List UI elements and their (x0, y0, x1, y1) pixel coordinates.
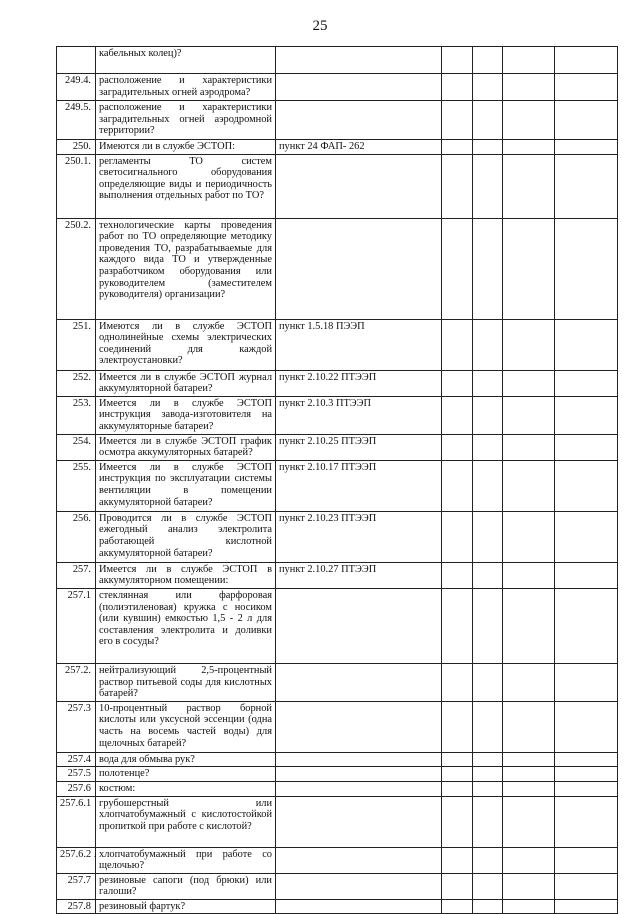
answer-cell (503, 663, 555, 701)
answer-cell (503, 562, 555, 588)
row-question: костюм: (96, 781, 276, 796)
answer-cell (473, 767, 503, 782)
answer-cell (473, 434, 503, 460)
answer-cell (473, 701, 503, 752)
row-number: 254. (57, 434, 96, 460)
row-number: 257.5 (57, 767, 96, 782)
answer-cell (555, 767, 618, 782)
answer-cell (442, 847, 473, 873)
row-reference (276, 101, 442, 140)
row-reference (276, 47, 442, 74)
answer-cell (442, 370, 473, 396)
answer-cell (442, 434, 473, 460)
row-question: Проводится ли в службе ЭСТОП ежегодный анализ электролита работающей кислотной аккумуляторной батареи? (96, 511, 276, 562)
row-question: нейтрализующий 2,5-процентный раствор питьевой соды для кислотных батарей? (96, 663, 276, 701)
answer-cell (503, 701, 555, 752)
row-reference (276, 663, 442, 701)
answer-cell (503, 847, 555, 873)
table-row (57, 511, 618, 562)
row-question: Имеется ли в службе ЭСТОП график осмотра аккумуляторных батарей? (96, 434, 276, 460)
answer-cell (442, 154, 473, 218)
answer-cell (442, 767, 473, 782)
row-number: 249.5. (57, 101, 96, 140)
answer-cell (473, 847, 503, 873)
table-row (57, 460, 618, 511)
answer-cell (503, 140, 555, 155)
answer-cell (442, 781, 473, 796)
answer-cell (555, 847, 618, 873)
answer-cell (473, 460, 503, 511)
answer-cell (555, 154, 618, 218)
answer-cell (555, 588, 618, 663)
row-question: кабельных колец)? (96, 47, 276, 74)
answer-cell (555, 319, 618, 370)
row-number: 255. (57, 460, 96, 511)
answer-cell (473, 370, 503, 396)
table-row (57, 899, 618, 914)
table-row (57, 370, 618, 396)
answer-cell (555, 752, 618, 767)
table-row (57, 752, 618, 767)
row-reference (276, 752, 442, 767)
table-row (57, 74, 618, 101)
row-reference: пункт 2.10.3 ПТЭЭП (276, 396, 442, 434)
answer-cell (473, 781, 503, 796)
answer-cell (555, 781, 618, 796)
answer-cell (555, 873, 618, 899)
checklist-body (57, 47, 618, 914)
row-reference (276, 74, 442, 101)
row-reference: пункт 2.10.22 ПТЭЭП (276, 370, 442, 396)
table-row (57, 796, 618, 847)
answer-cell (503, 873, 555, 899)
row-question: Имеется ли в службе ЭСТОП инструкция по эксплуатации системы вентиляции в помещении аккумуляторной батареи? (96, 460, 276, 511)
answer-cell (473, 752, 503, 767)
row-question: полотенце? (96, 767, 276, 782)
answer-cell (503, 319, 555, 370)
row-number: 257.4 (57, 752, 96, 767)
row-reference: пункт 2.10.17 ПТЭЭП (276, 460, 442, 511)
answer-cell (473, 511, 503, 562)
row-number: 257.3 (57, 701, 96, 752)
answer-cell (442, 562, 473, 588)
answer-cell (442, 588, 473, 663)
table-row (57, 434, 618, 460)
answer-cell (555, 511, 618, 562)
answer-cell (473, 663, 503, 701)
row-question: 10-процентный раствор борной кислоты или уксусной эссенции (одна часть на восемь частей воды) для щелочных батарей? (96, 701, 276, 752)
row-question: резиновый фартук? (96, 899, 276, 914)
answer-cell (503, 74, 555, 101)
answer-cell (503, 396, 555, 434)
row-number: 257.2. (57, 663, 96, 701)
row-number: 256. (57, 511, 96, 562)
answer-cell (473, 319, 503, 370)
row-number: 251. (57, 319, 96, 370)
answer-cell (442, 701, 473, 752)
answer-cell (442, 873, 473, 899)
row-number: 250.2. (57, 218, 96, 319)
answer-cell (442, 460, 473, 511)
answer-cell (503, 154, 555, 218)
row-question: регламенты ТО систем светосигнального оборудования определяющие виды и периодичность выполнения отдельных работ по ТО? (96, 154, 276, 218)
row-number: 249.4. (57, 74, 96, 101)
row-question: Имеются ли в службе ЭСТОП: (96, 140, 276, 155)
row-question: вода для обмыва рук? (96, 752, 276, 767)
answer-cell (503, 511, 555, 562)
answer-cell (473, 562, 503, 588)
answer-cell (442, 899, 473, 914)
row-reference (276, 796, 442, 847)
answer-cell (442, 796, 473, 847)
answer-cell (555, 140, 618, 155)
answer-cell (503, 781, 555, 796)
table-row (57, 562, 618, 588)
table-row (57, 140, 618, 155)
answer-cell (473, 101, 503, 140)
row-reference (276, 154, 442, 218)
row-reference: пункт 2.10.25 ПТЭЭП (276, 434, 442, 460)
answer-cell (555, 434, 618, 460)
answer-cell (555, 701, 618, 752)
row-question: Имеются ли в службе ЭСТОП однолинейные схемы электрических соединений для каждой электроустановки? (96, 319, 276, 370)
answer-cell (442, 319, 473, 370)
answer-cell (473, 154, 503, 218)
table-row (57, 218, 618, 319)
answer-cell (442, 218, 473, 319)
answer-cell (503, 899, 555, 914)
answer-cell (555, 899, 618, 914)
row-question: Имеется ли в службе ЭСТОП инструкция завода-изготовителя на аккумуляторные батареи? (96, 396, 276, 434)
table-row (57, 701, 618, 752)
table-row (57, 47, 618, 74)
table-row (57, 873, 618, 899)
answer-cell (442, 74, 473, 101)
row-reference (276, 218, 442, 319)
answer-cell (555, 101, 618, 140)
answer-cell (442, 663, 473, 701)
answer-cell (503, 101, 555, 140)
answer-cell (503, 460, 555, 511)
answer-cell (555, 396, 618, 434)
row-number: 250. (57, 140, 96, 155)
row-question: расположение и характеристики заградительных огней аэродрома? (96, 74, 276, 101)
row-reference: пункт 2.10.27 ПТЭЭП (276, 562, 442, 588)
answer-cell (555, 47, 618, 74)
row-question: технологические карты проведения работ по ТО определяющие методику проведения ТО, разрабатываемые для каждого вида ТО и утвержденные разработчиком оборудования или руководителем (заместителем руководителя) организации? (96, 218, 276, 319)
row-reference: пункт 2.10.23 ПТЭЭП (276, 511, 442, 562)
row-question: Имеется ли в службе ЭСТОП журнал аккумуляторной батареи? (96, 370, 276, 396)
answer-cell (473, 873, 503, 899)
table-row (57, 154, 618, 218)
answer-cell (503, 218, 555, 319)
row-reference (276, 847, 442, 873)
answer-cell (442, 752, 473, 767)
table-row (57, 588, 618, 663)
row-number: 257. (57, 562, 96, 588)
row-reference: пункт 1.5.18 ПЭЭП (276, 319, 442, 370)
row-number: 257.6.2 . (57, 847, 96, 873)
answer-cell (473, 396, 503, 434)
answer-cell (555, 796, 618, 847)
answer-cell (503, 796, 555, 847)
answer-cell (473, 588, 503, 663)
answer-cell (503, 767, 555, 782)
page-number: 25 (312, 18, 328, 34)
row-number: 257.8 (57, 899, 96, 914)
answer-cell (473, 140, 503, 155)
row-reference (276, 873, 442, 899)
answer-cell (555, 74, 618, 101)
row-number: 257.6 (57, 781, 96, 796)
answer-cell (555, 460, 618, 511)
row-reference: пункт 24 ФАП- 262 (276, 140, 442, 155)
table-row (57, 663, 618, 701)
answer-cell (503, 370, 555, 396)
answer-cell (442, 47, 473, 74)
table-row (57, 396, 618, 434)
answer-cell (473, 218, 503, 319)
answer-cell (555, 218, 618, 319)
row-question: стеклянная или фарфоровая (полиэтиленовая) кружка с носиком (или кувшин) емкостью 1,5 - 2 л для составления электролита и доливки его в сосуды? (96, 588, 276, 663)
answer-cell (503, 588, 555, 663)
answer-cell (503, 434, 555, 460)
row-reference (276, 899, 442, 914)
row-reference (276, 781, 442, 796)
answer-cell (555, 370, 618, 396)
row-question: Имеется ли в службе ЭСТОП в аккумуляторном помещении: (96, 562, 276, 588)
row-number: 257.1 (57, 588, 96, 663)
row-number: 257.7 (57, 873, 96, 899)
row-question: резиновые сапоги (под брюки) или галоши? (96, 873, 276, 899)
row-number: 252. (57, 370, 96, 396)
answer-cell (473, 899, 503, 914)
row-question: расположение и характеристики заградительных огней аэродромной территории? (96, 101, 276, 140)
answer-cell (555, 562, 618, 588)
row-reference (276, 588, 442, 663)
answer-cell (473, 796, 503, 847)
row-number (57, 47, 96, 74)
answer-cell (473, 47, 503, 74)
answer-cell (442, 140, 473, 155)
table-row (57, 781, 618, 796)
checklist-table (56, 46, 618, 914)
row-reference (276, 767, 442, 782)
row-question: хлопчатобумажный при работе со щелочью? (96, 847, 276, 873)
table-row (57, 101, 618, 140)
answer-cell (503, 47, 555, 74)
answer-cell (442, 101, 473, 140)
table-row (57, 319, 618, 370)
answer-cell (473, 74, 503, 101)
row-number: 253. (57, 396, 96, 434)
answer-cell (555, 663, 618, 701)
row-number: 250.1. (57, 154, 96, 218)
answer-cell (442, 396, 473, 434)
table-row (57, 847, 618, 873)
row-reference (276, 701, 442, 752)
row-number: 257.6.1 (57, 796, 96, 847)
row-question: грубошерстный или хлопчатобумажный с кислотостойкой пропиткой при работе с кислотой? (96, 796, 276, 847)
answer-cell (503, 752, 555, 767)
answer-cell (442, 511, 473, 562)
table-row (57, 767, 618, 782)
